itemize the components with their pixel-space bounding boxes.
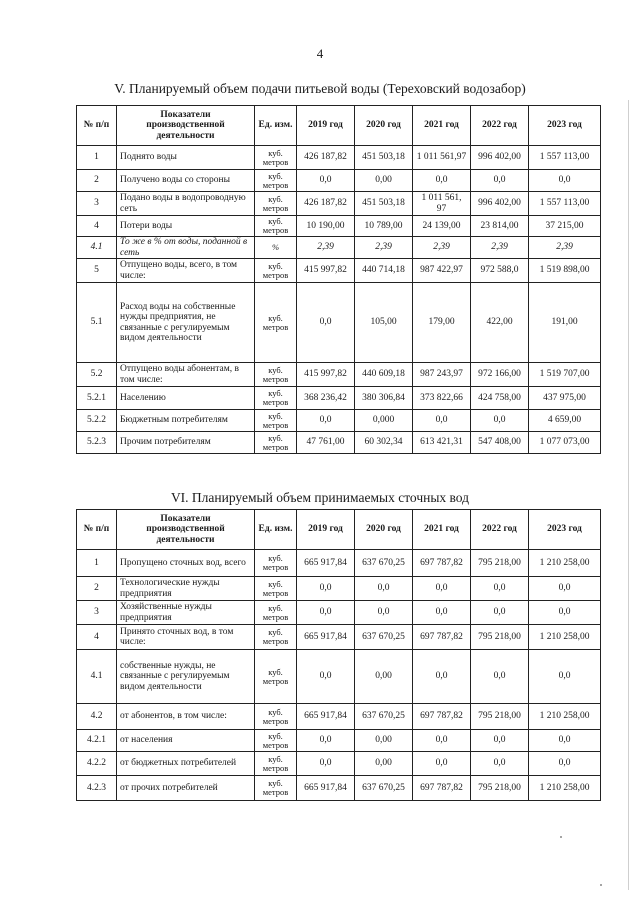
- table-row: [77, 577, 601, 601]
- row-value-2023: 4 659,00: [529, 410, 601, 432]
- row-indicator: от населения: [117, 730, 255, 752]
- col-header-2023: 2023 год: [529, 106, 601, 146]
- row-indicator: Отпущено воды абонентам, в том числе:: [117, 363, 255, 387]
- row-value-2021: 0,0: [413, 650, 471, 704]
- row-number: 2: [77, 577, 117, 601]
- row-unit: куб. метров: [255, 432, 297, 454]
- row-value-2022: 972 166,00: [471, 363, 529, 387]
- row-value-2020: 0,0: [355, 601, 413, 625]
- page-number: 4: [316, 46, 324, 61]
- row-indicator: То же в % от воды, поданной в сеть: [117, 237, 255, 259]
- row-unit: куб. метров: [255, 387, 297, 410]
- row-value-2022: 0,0: [471, 752, 529, 776]
- table-row: [77, 192, 601, 216]
- water-supply-table: [76, 105, 601, 454]
- row-value-2019: 0,0: [297, 601, 355, 625]
- row-unit: куб. метров: [255, 259, 297, 283]
- row-value-2019: 665 917,84: [297, 625, 355, 650]
- wastewater-table: [76, 509, 601, 801]
- row-indicator: от абонентов, в том числе:: [117, 704, 255, 730]
- row-value-2022: 996 402,00: [471, 146, 529, 170]
- row-value-2023: 191,00: [529, 283, 601, 363]
- row-value-2020: 637 670,25: [355, 776, 413, 801]
- col-header-2019: 2019 год: [297, 106, 355, 146]
- row-number: 4: [77, 625, 117, 650]
- row-value-2021: 697 787,82: [413, 550, 471, 577]
- row-value-2022: 0,0: [471, 170, 529, 192]
- table-row: [77, 625, 601, 650]
- row-value-2020: 0,000: [355, 410, 413, 432]
- col-header-indicator: Показатели производственной деятельности: [117, 510, 255, 550]
- table-row: [77, 146, 601, 170]
- table-row: [77, 216, 601, 237]
- row-value-2020: 440 714,18: [355, 259, 413, 283]
- row-value-2022: 0,0: [471, 601, 529, 625]
- table-row: [77, 601, 601, 625]
- row-number: 5.2.2: [77, 410, 117, 432]
- row-number: 2: [77, 170, 117, 192]
- scan-margin-line: [628, 100, 629, 890]
- row-number: 3: [77, 601, 117, 625]
- col-header-2021: 2021 год: [413, 510, 471, 550]
- table-row: [77, 237, 601, 259]
- row-value-2019: 0,0: [297, 410, 355, 432]
- row-value-2019: 0,0: [297, 752, 355, 776]
- row-indicator: от прочих потребителей: [117, 776, 255, 801]
- table-row: [77, 650, 601, 704]
- row-value-2022: 0,0: [471, 650, 529, 704]
- row-indicator: Прочим потребителям: [117, 432, 255, 454]
- row-value-2019: 0,0: [297, 650, 355, 704]
- row-value-2020: 10 789,00: [355, 216, 413, 237]
- row-indicator: собственные нужды, не связанные с регулируемым видом деятельности: [117, 650, 255, 704]
- row-unit: куб. метров: [255, 730, 297, 752]
- row-value-2022: 2,39: [471, 237, 529, 259]
- row-value-2023: 0,0: [529, 752, 601, 776]
- row-value-2021: 0,0: [413, 577, 471, 601]
- row-number: 5.1: [77, 283, 117, 363]
- row-number: 1: [77, 146, 117, 170]
- col-header-unit: Ед. изм.: [255, 106, 297, 146]
- table-header-row: [77, 510, 601, 550]
- row-number: 4.2.2: [77, 752, 117, 776]
- row-value-2019: 415 997,82: [297, 259, 355, 283]
- row-indicator: Технологические нужды предприятия: [117, 577, 255, 601]
- row-value-2022: 795 218,00: [471, 704, 529, 730]
- table-row: [77, 704, 601, 730]
- row-unit: куб. метров: [255, 363, 297, 387]
- row-indicator: Бюджетным потребителям: [117, 410, 255, 432]
- section-5-title: V. Планируемый объем подачи питьевой воды (Тереховский водозабор): [114, 81, 526, 96]
- row-value-2020: 380 306,84: [355, 387, 413, 410]
- row-value-2019: 426 187,82: [297, 146, 355, 170]
- row-value-2022: 0,0: [471, 410, 529, 432]
- row-number: 5.2.1: [77, 387, 117, 410]
- row-unit: куб. метров: [255, 283, 297, 363]
- row-value-2023: 1 077 073,00: [529, 432, 601, 454]
- row-unit: куб. метров: [255, 550, 297, 577]
- col-header-2020: 2020 год: [355, 106, 413, 146]
- row-number: 4.1: [77, 237, 117, 259]
- row-value-2020: 2,39: [355, 237, 413, 259]
- table-row: [77, 387, 601, 410]
- col-header-2019: 2019 год: [297, 510, 355, 550]
- row-value-2023: 0,0: [529, 601, 601, 625]
- row-unit: куб. метров: [255, 650, 297, 704]
- row-value-2021: 1 011 561, 97: [413, 192, 471, 216]
- row-value-2020: 637 670,25: [355, 550, 413, 577]
- row-value-2019: 368 236,42: [297, 387, 355, 410]
- row-indicator: Хозяйственные нужды предприятия: [117, 601, 255, 625]
- row-value-2020: 0,00: [355, 752, 413, 776]
- row-value-2020: 0,00: [355, 170, 413, 192]
- row-value-2021: 179,00: [413, 283, 471, 363]
- row-value-2021: 0,0: [413, 410, 471, 432]
- row-value-2022: 424 758,00: [471, 387, 529, 410]
- row-value-2021: 697 787,82: [413, 704, 471, 730]
- row-unit: куб. метров: [255, 192, 297, 216]
- row-unit: куб. метров: [255, 776, 297, 801]
- row-indicator: Поднято воды: [117, 146, 255, 170]
- row-value-2021: 613 421,31: [413, 432, 471, 454]
- row-value-2023: 1 210 258,00: [529, 776, 601, 801]
- table-row: [77, 432, 601, 454]
- section-6-title: VI. Планируемый объем принимаемых сточных вод: [170, 490, 470, 505]
- table-row: [77, 410, 601, 432]
- row-indicator: Подано воды в водопроводную сеть: [117, 192, 255, 216]
- row-value-2019: 665 917,84: [297, 704, 355, 730]
- row-value-2019: 665 917,84: [297, 550, 355, 577]
- row-value-2023: 437 975,00: [529, 387, 601, 410]
- row-value-2021: 373 822,66: [413, 387, 471, 410]
- row-unit: куб. метров: [255, 704, 297, 730]
- row-unit: куб. метров: [255, 146, 297, 170]
- row-value-2019: 10 190,00: [297, 216, 355, 237]
- row-value-2022: 795 218,00: [471, 625, 529, 650]
- row-value-2021: 0,0: [413, 730, 471, 752]
- row-value-2022: 547 408,00: [471, 432, 529, 454]
- row-indicator: Населению: [117, 387, 255, 410]
- row-indicator: Принято сточных вод, в том числе:: [117, 625, 255, 650]
- row-value-2021: 1 011 561,97: [413, 146, 471, 170]
- row-value-2022: 996 402,00: [471, 192, 529, 216]
- row-number: 4: [77, 216, 117, 237]
- row-indicator: Потери воды: [117, 216, 255, 237]
- table-header-row: [77, 106, 601, 146]
- row-number: 4.1: [77, 650, 117, 704]
- row-value-2022: 23 814,00: [471, 216, 529, 237]
- row-value-2023: 0,0: [529, 650, 601, 704]
- row-value-2023: 1 210 258,00: [529, 625, 601, 650]
- row-indicator: Отпущено воды, всего, в том числе:: [117, 259, 255, 283]
- col-header-2022: 2022 год: [471, 106, 529, 146]
- row-value-2020: 105,00: [355, 283, 413, 363]
- row-number: 4.2: [77, 704, 117, 730]
- row-indicator: Расход воды на собственные нужды предприятия, не связанные с регулируемым видом деятельности: [117, 283, 255, 363]
- row-unit: %: [255, 237, 297, 259]
- row-value-2021: 0,0: [413, 170, 471, 192]
- row-value-2022: 795 218,00: [471, 776, 529, 801]
- row-number: 5.2: [77, 363, 117, 387]
- row-value-2021: 697 787,82: [413, 625, 471, 650]
- row-value-2022: 795 218,00: [471, 550, 529, 577]
- row-value-2023: 1 557 113,00: [529, 192, 601, 216]
- row-value-2023: 1 210 258,00: [529, 550, 601, 577]
- table-row: [77, 170, 601, 192]
- row-value-2021: 0,0: [413, 752, 471, 776]
- row-unit: куб. метров: [255, 216, 297, 237]
- row-value-2019: 47 761,00: [297, 432, 355, 454]
- col-header-2022: 2022 год: [471, 510, 529, 550]
- col-header-no: № п/п: [77, 510, 117, 550]
- row-value-2020: 637 670,25: [355, 704, 413, 730]
- row-value-2022: 422,00: [471, 283, 529, 363]
- col-header-unit: Ед. изм.: [255, 510, 297, 550]
- table-row: [77, 550, 601, 577]
- table-row: [77, 730, 601, 752]
- row-value-2019: 0,0: [297, 577, 355, 601]
- row-value-2019: 0,0: [297, 170, 355, 192]
- row-number: 4.2.3: [77, 776, 117, 801]
- row-unit: куб. метров: [255, 601, 297, 625]
- row-indicator: Пропущено сточных вод, всего: [117, 550, 255, 577]
- table-row: [77, 752, 601, 776]
- row-number: 5: [77, 259, 117, 283]
- row-value-2023: 1 519 707,00: [529, 363, 601, 387]
- row-value-2019: 0,0: [297, 730, 355, 752]
- col-header-no: № п/п: [77, 106, 117, 146]
- row-value-2019: 415 997,82: [297, 363, 355, 387]
- row-value-2022: 972 588,0: [471, 259, 529, 283]
- row-value-2019: 2,39: [297, 237, 355, 259]
- row-value-2021: 987 243,97: [413, 363, 471, 387]
- row-value-2020: 0,00: [355, 650, 413, 704]
- row-number: 4.2.1: [77, 730, 117, 752]
- row-unit: куб. метров: [255, 577, 297, 601]
- row-unit: куб. метров: [255, 170, 297, 192]
- table-row: [77, 259, 601, 283]
- row-value-2019: 426 187,82: [297, 192, 355, 216]
- row-value-2021: 2,39: [413, 237, 471, 259]
- row-value-2023: 0,0: [529, 730, 601, 752]
- row-value-2020: 440 609,18: [355, 363, 413, 387]
- row-value-2021: 0,0: [413, 601, 471, 625]
- col-header-indicator: Показатели производственной деятельности: [117, 106, 255, 146]
- row-value-2023: 0,0: [529, 170, 601, 192]
- row-value-2020: 637 670,25: [355, 625, 413, 650]
- row-value-2023: 1 519 898,00: [529, 259, 601, 283]
- row-value-2020: 451 503,18: [355, 192, 413, 216]
- row-unit: куб. метров: [255, 752, 297, 776]
- row-value-2022: 0,0: [471, 577, 529, 601]
- row-value-2022: 0,0: [471, 730, 529, 752]
- row-value-2019: 0,0: [297, 283, 355, 363]
- row-indicator: Получено воды со стороны: [117, 170, 255, 192]
- row-value-2023: 37 215,00: [529, 216, 601, 237]
- row-number: 1: [77, 550, 117, 577]
- table-row: [77, 363, 601, 387]
- row-number: 3: [77, 192, 117, 216]
- row-unit: куб. метров: [255, 625, 297, 650]
- scan-speck: [600, 884, 602, 886]
- row-value-2020: 451 503,18: [355, 146, 413, 170]
- row-value-2023: 0,0: [529, 577, 601, 601]
- row-indicator: от бюджетных потребителей: [117, 752, 255, 776]
- scan-speck: [560, 836, 562, 838]
- col-header-2023: 2023 год: [529, 510, 601, 550]
- col-header-2020: 2020 год: [355, 510, 413, 550]
- row-unit: куб. метров: [255, 410, 297, 432]
- row-number: 5.2.3: [77, 432, 117, 454]
- row-value-2019: 665 917,84: [297, 776, 355, 801]
- table-row: [77, 283, 601, 363]
- row-value-2021: 24 139,00: [413, 216, 471, 237]
- row-value-2021: 697 787,82: [413, 776, 471, 801]
- row-value-2023: 2,39: [529, 237, 601, 259]
- col-header-2021: 2021 год: [413, 106, 471, 146]
- row-value-2021: 987 422,97: [413, 259, 471, 283]
- row-value-2023: 1 210 258,00: [529, 704, 601, 730]
- table-row: [77, 776, 601, 801]
- row-value-2020: 0,00: [355, 730, 413, 752]
- row-value-2020: 0,0: [355, 577, 413, 601]
- row-value-2020: 60 302,34: [355, 432, 413, 454]
- row-value-2023: 1 557 113,00: [529, 146, 601, 170]
